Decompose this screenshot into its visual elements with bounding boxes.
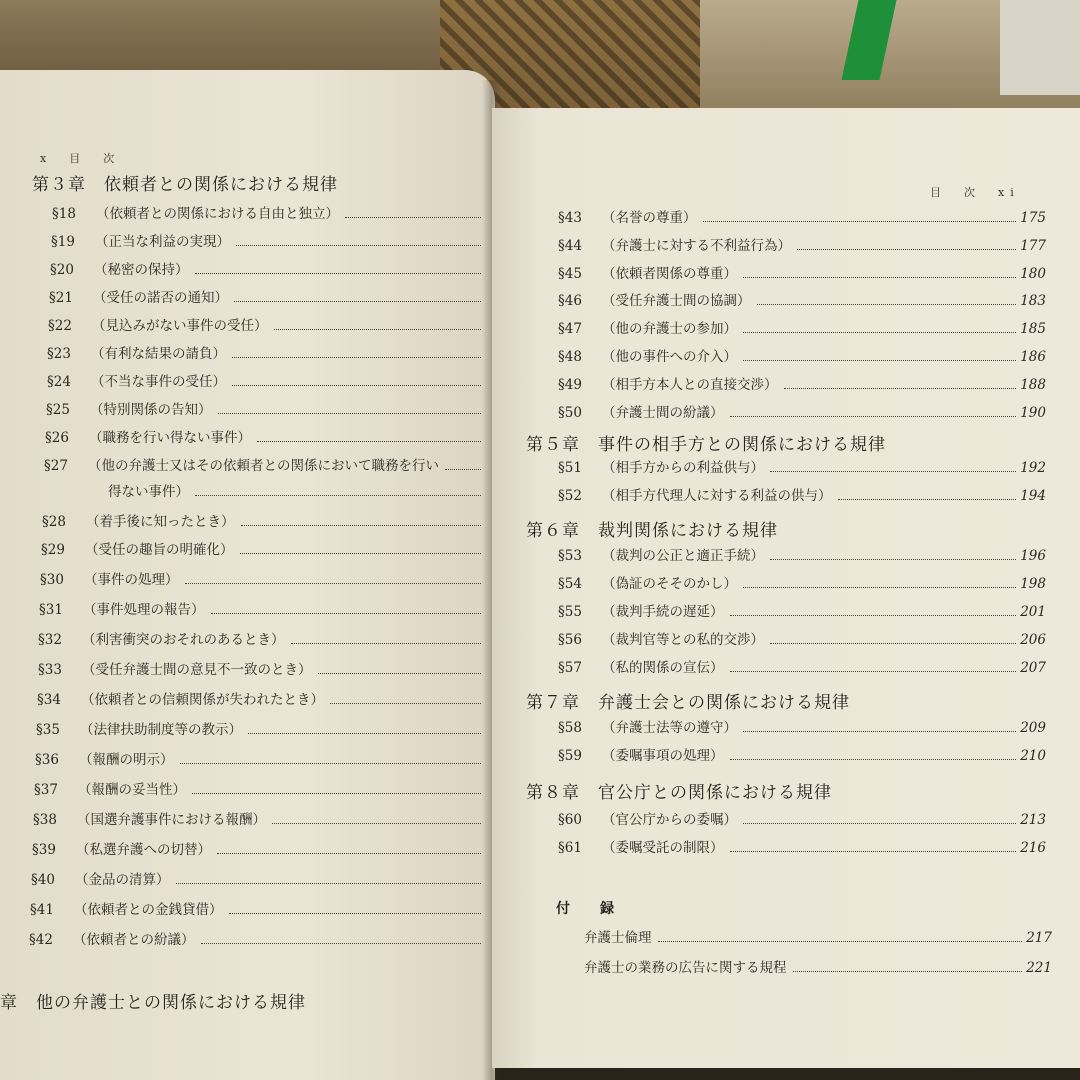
dot-leader — [770, 643, 1016, 644]
dot-leader — [445, 469, 481, 470]
toc-entry — [558, 206, 1046, 226]
dot-leader — [195, 273, 482, 274]
section-number: §57 — [558, 660, 582, 676]
entry-title: 得ない事件） — [108, 484, 189, 500]
section-number: §39 — [32, 842, 56, 858]
section-number: §36 — [35, 752, 59, 768]
section-number: §44 — [558, 237, 582, 254]
entry-title: （私的関係の宣伝） — [602, 660, 724, 676]
entry-title: （職務を行い得ない事件） — [89, 430, 251, 446]
entry-title: （事件処理の報告） — [83, 602, 205, 618]
section-number: §61 — [558, 840, 582, 856]
dot-leader — [784, 388, 1017, 389]
toc-entry — [48, 314, 485, 334]
dot-leader — [838, 499, 1017, 500]
toc-entry — [558, 234, 1046, 254]
toc-entry — [540, 956, 1052, 976]
dot-leader — [232, 357, 481, 358]
entry-title: （弁護士法等の遵守） — [602, 720, 737, 736]
toc-entry — [50, 258, 485, 278]
entry-title: （他の弁護士又はその依頼者との関係において職務を行い — [88, 458, 439, 474]
dot-leader — [240, 553, 482, 554]
chapter-8-heading: 第８章 官公庁との関係における規律 — [526, 783, 832, 803]
section-number: §24 — [47, 374, 71, 390]
toc-entry — [558, 628, 1046, 648]
section-number: §47 — [558, 321, 582, 338]
section-number: §45 — [558, 265, 582, 282]
toc-entry — [558, 345, 1046, 365]
entry-title: （他の弁護士の参加） — [602, 321, 737, 338]
dot-leader — [730, 851, 1017, 852]
toc-entry — [41, 538, 485, 558]
page-number: 213 — [1020, 812, 1046, 828]
entry-title: （受任の諾否の通知） — [93, 290, 228, 306]
entry-title: （着手後に知ったとき） — [86, 514, 235, 530]
page-number: 216 — [1020, 840, 1046, 856]
section-number: §26 — [45, 430, 69, 446]
chapter-5-heading: 第５章 事件の相手方との関係における規律 — [526, 435, 886, 455]
dot-leader — [291, 643, 482, 644]
dot-leader — [234, 301, 481, 302]
dot-leader — [730, 615, 1017, 616]
section-number: §32 — [38, 632, 62, 648]
toc-entry — [44, 454, 485, 474]
toc-entry — [558, 317, 1046, 337]
toc-entry — [558, 262, 1046, 282]
section-number: §48 — [558, 349, 582, 365]
entry-title: （偽証のそそのかし） — [602, 576, 737, 592]
section-number: §42 — [29, 932, 53, 948]
entry-title: （相手方からの利益供与） — [602, 460, 764, 476]
toc-entry — [558, 544, 1046, 564]
section-number: §34 — [37, 692, 61, 708]
toc-entry — [558, 401, 1046, 421]
entry-title: （受任弁護士間の意見不一致のとき） — [82, 662, 312, 678]
entry-title: （依頼者との紛議） — [73, 932, 195, 948]
section-number: §37 — [34, 782, 58, 798]
entry-title: （裁判手続の遅延） — [602, 604, 724, 620]
toc-entry — [37, 688, 485, 708]
dot-leader — [743, 731, 1016, 732]
dot-leader — [248, 733, 481, 734]
dot-leader — [236, 245, 481, 246]
page-number: 207 — [1020, 660, 1046, 676]
entry-title: （委嘱事項の処理） — [602, 748, 724, 764]
white-box — [1000, 0, 1080, 95]
toc-entry — [33, 808, 485, 828]
toc-entry — [42, 510, 485, 530]
entry-title: （利害衝突のおそれのあるとき） — [82, 632, 285, 648]
dot-leader — [345, 217, 481, 218]
section-number: §40 — [31, 872, 55, 888]
dot-leader — [272, 823, 481, 824]
toc-entry — [31, 868, 485, 888]
section-number: §54 — [558, 576, 582, 592]
toc-entry — [39, 598, 485, 618]
entry-title: （法律扶助制度等の教示） — [80, 722, 242, 738]
toc-entry — [64, 480, 485, 500]
toc-entry — [540, 926, 1052, 946]
toc-entry — [52, 202, 485, 222]
section-number: §38 — [33, 812, 57, 828]
entry-title: （不当な事件の受任） — [91, 374, 226, 390]
toc-entry — [558, 456, 1046, 476]
section-number: §21 — [49, 290, 73, 306]
section-number: §20 — [50, 262, 74, 278]
entry-title: （正当な利益の実現） — [95, 234, 230, 250]
dot-leader — [229, 913, 482, 914]
entry-title: （依頼者との信頼関係が失われたとき） — [81, 692, 324, 708]
page-number: 221 — [1026, 960, 1052, 976]
toc-entry — [47, 342, 485, 362]
toc-entry — [45, 426, 485, 446]
entry-title: （名誉の尊重） — [602, 210, 697, 226]
toc-entry — [46, 398, 485, 418]
page-number: 175 — [1020, 210, 1046, 226]
dot-leader — [757, 304, 1017, 305]
toc-entry — [558, 744, 1046, 764]
entry-title: （相手方本人との直接交渉） — [602, 376, 778, 393]
page-number: 194 — [1020, 488, 1046, 504]
left-page — [0, 70, 495, 1080]
dot-leader — [330, 703, 481, 704]
toc-entry — [47, 370, 485, 390]
toc-entry — [29, 928, 485, 948]
entry-title: （弁護士間の紛議） — [602, 404, 724, 421]
right-running-head: 目 次 xi — [930, 186, 1020, 199]
dot-leader — [743, 277, 1016, 278]
entry-title: （委嘱受託の制限） — [602, 840, 724, 856]
page-number: 217 — [1026, 930, 1052, 946]
entry-title: （報酬の明示） — [79, 752, 174, 768]
dot-leader — [180, 763, 482, 764]
section-number: §28 — [42, 514, 66, 530]
section-number: §43 — [558, 210, 582, 226]
section-number: §29 — [41, 542, 65, 558]
dot-leader — [211, 613, 482, 614]
dot-leader — [730, 671, 1017, 672]
dot-leader — [703, 221, 1017, 222]
section-number: §49 — [558, 376, 582, 393]
dot-leader — [217, 853, 481, 854]
entry-title: （国選弁護事件における報酬） — [77, 812, 266, 828]
toc-entry — [558, 716, 1046, 736]
chapter-7-heading: 第７章 弁護士会との関係における規律 — [526, 693, 850, 713]
section-number: §22 — [48, 318, 72, 334]
chapter-6-heading: 第６章 裁判関係における規律 — [526, 521, 778, 541]
section-number: §56 — [558, 632, 582, 648]
section-number: §41 — [30, 902, 54, 918]
entry-title: （私選弁護への切替） — [76, 842, 211, 858]
entry-title: （依頼者との関係における自由と独立） — [96, 206, 339, 222]
section-number: §23 — [47, 346, 71, 362]
page-number: 209 — [1020, 720, 1046, 736]
toc-entry — [40, 568, 485, 588]
toc-entry — [36, 718, 485, 738]
dot-leader — [730, 416, 1017, 417]
dot-leader — [185, 583, 482, 584]
toc-entry — [558, 572, 1046, 592]
entry-title: （特別関係の告知） — [90, 402, 212, 418]
section-number: §55 — [558, 604, 582, 620]
toc-entry — [38, 628, 485, 648]
entry-title: （弁護士に対する不利益行為） — [602, 237, 791, 254]
dot-leader — [797, 249, 1016, 250]
chapter-3-heading: 第３章 依頼者との関係における規律 — [32, 175, 338, 195]
dot-leader — [232, 385, 481, 386]
dot-leader — [770, 471, 1016, 472]
page-number: 177 — [1020, 237, 1046, 254]
dot-leader — [770, 559, 1016, 560]
toc-entry — [38, 658, 485, 678]
section-number: §31 — [39, 602, 63, 618]
page-number: 210 — [1020, 748, 1046, 764]
section-number: §19 — [51, 234, 75, 250]
toc-entry — [51, 230, 485, 250]
toc-entry — [558, 484, 1046, 504]
toc-entry — [558, 808, 1046, 828]
toc-entry — [558, 600, 1046, 620]
page-number: 188 — [1020, 376, 1046, 393]
dot-leader — [195, 495, 481, 496]
appendix-heading: 付 録 — [556, 901, 622, 917]
toc-entry — [32, 838, 485, 858]
entry-title: （依頼者との金銭貸借） — [74, 902, 223, 918]
page-number: 198 — [1020, 576, 1046, 592]
dot-leader — [257, 441, 481, 442]
section-number: §33 — [38, 662, 62, 678]
toc-entry — [558, 836, 1046, 856]
dot-leader — [201, 943, 482, 944]
toc-entry — [49, 286, 485, 306]
toc-entry — [35, 748, 485, 768]
toc-entry — [558, 289, 1046, 309]
entry-title: （事件の処理） — [84, 572, 179, 588]
left-running-head: x 目 次 — [40, 152, 121, 165]
dot-leader — [218, 413, 482, 414]
section-number: §27 — [44, 458, 68, 474]
section-number: §18 — [52, 206, 76, 222]
dot-leader — [176, 883, 482, 884]
dot-leader — [241, 525, 482, 526]
section-number: §50 — [558, 404, 582, 421]
toc-entry — [30, 898, 485, 918]
entry-title: （秘密の保持） — [94, 262, 189, 278]
section-number: §25 — [46, 402, 70, 418]
entry-title: 弁護士の業務の広告に関する規程 — [584, 960, 787, 976]
chapter-4-heading: 章 他の弁護士との関係における規律 — [0, 993, 306, 1013]
entry-title: （見込みがない事件の受任） — [92, 318, 268, 334]
toc-entry — [34, 778, 485, 798]
carpet-background — [0, 0, 440, 80]
entry-title: （依頼者関係の尊重） — [602, 265, 737, 282]
page-number: 190 — [1020, 404, 1046, 421]
section-number: §51 — [558, 460, 582, 476]
dot-leader — [743, 823, 1016, 824]
dot-leader — [743, 360, 1016, 361]
section-number: §46 — [558, 293, 582, 310]
toc-entry — [558, 373, 1046, 393]
toc-entry — [558, 656, 1046, 676]
section-number: §30 — [40, 572, 64, 588]
page-number: 186 — [1020, 349, 1046, 365]
section-number: §53 — [558, 548, 582, 564]
entry-title: （相手方代理人に対する利益の供与） — [602, 488, 832, 504]
section-number: §52 — [558, 488, 582, 504]
entry-title: （裁判官等との私的交渉） — [602, 632, 764, 648]
dot-leader — [743, 332, 1016, 333]
dot-leader — [274, 329, 482, 330]
entry-title: （受任弁護士間の協調） — [602, 293, 751, 310]
section-number: §60 — [558, 812, 582, 828]
dot-leader — [793, 971, 1023, 972]
entry-title: （受任の趣旨の明確化） — [85, 542, 234, 558]
page-number: 185 — [1020, 321, 1046, 338]
entry-title: （有利な結果の請負） — [91, 346, 226, 362]
page-number: 196 — [1020, 548, 1046, 564]
entry-title: （裁判の公正と適正手続） — [602, 548, 764, 564]
section-number: §59 — [558, 748, 582, 764]
entry-title: （報酬の妥当性） — [78, 782, 186, 798]
dot-leader — [318, 673, 482, 674]
dot-leader — [192, 793, 481, 794]
entry-title: （他の事件への介入） — [602, 349, 737, 365]
page-number: 192 — [1020, 460, 1046, 476]
dot-leader — [730, 759, 1017, 760]
page-number: 206 — [1020, 632, 1046, 648]
section-number: §35 — [36, 722, 60, 738]
dot-leader — [658, 941, 1023, 942]
page-number: 201 — [1020, 604, 1046, 620]
entry-title: （官公庁からの委嘱） — [602, 812, 737, 828]
entry-title: 弁護士倫理 — [584, 930, 652, 946]
page-number: 183 — [1020, 293, 1046, 310]
section-number: §58 — [558, 720, 582, 736]
dot-leader — [743, 587, 1016, 588]
entry-title: （金品の清算） — [75, 872, 170, 888]
page-number: 180 — [1020, 265, 1046, 282]
